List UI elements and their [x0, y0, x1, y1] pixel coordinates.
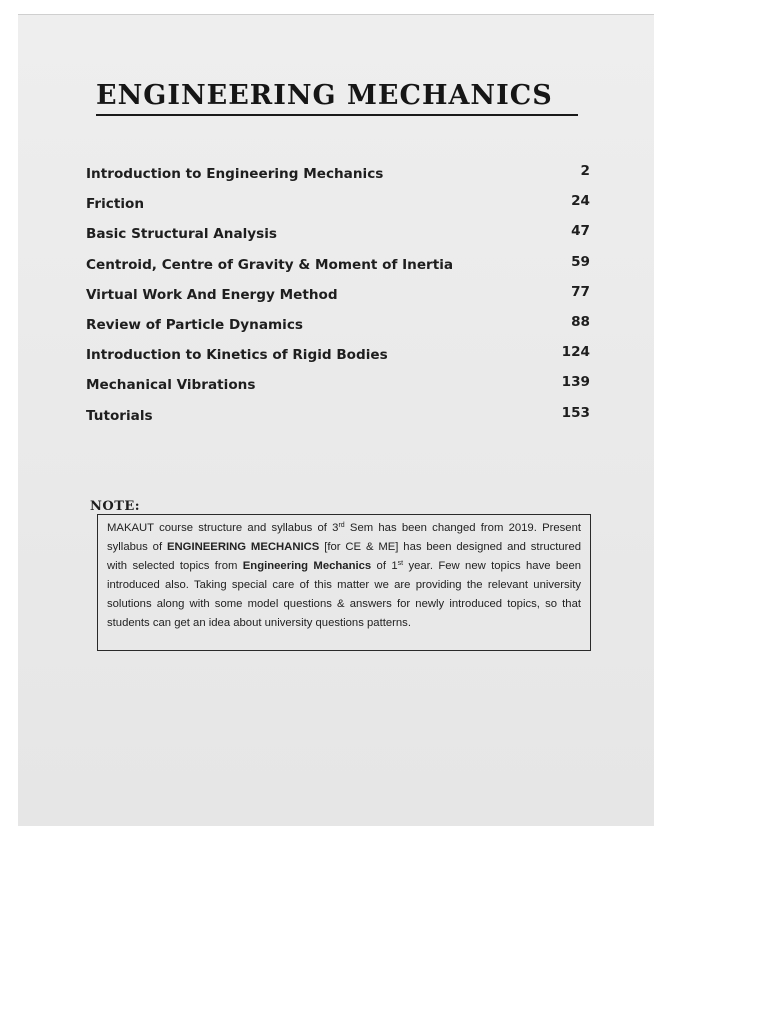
note-text-part: year. Few new topics have been introduced also. Taking special care of this matter we are providing the relevant university solutions along with some model questions & answers for newly introduced topics, so that students can get an idea about university questions patterns.	[107, 559, 582, 629]
toc-entry-page: 124	[561, 344, 590, 361]
page-edge	[18, 14, 654, 15]
top-margin	[0, 0, 768, 14]
note-text-part: [for CE & ME] has been designed and structured with selected topics from	[107, 540, 582, 572]
toc-entry-page: 77	[571, 283, 590, 300]
toc-row	[86, 192, 592, 222]
toc-entry-title: Tutorials	[86, 407, 153, 424]
note-text-part: Sem has been changed from 2019. Present syllabus of	[107, 522, 582, 553]
toc-entry-page: 24	[571, 193, 590, 210]
title-underline	[96, 114, 578, 116]
toc-entry-title: Introduction to Engineering Mechanics	[86, 166, 384, 182]
toc-entry-title: Mechanical Vibrations	[86, 377, 256, 394]
note-text-part: MAKAUT course structure and syllabus of 3	[107, 522, 339, 534]
note-bold-text: Engineering Mechanics	[242, 559, 372, 572]
toc-row	[86, 162, 592, 192]
toc-row	[86, 253, 592, 283]
note-bold-text: ENGINEERING MECHANICS	[166, 540, 320, 553]
toc-row	[86, 313, 592, 343]
toc-entry-title: Centroid, Centre of Gravity & Moment of Inertia	[86, 256, 454, 273]
toc-entry-page: 88	[571, 313, 590, 330]
toc-entry-title: Friction	[86, 196, 145, 213]
document-title: ENGINEERING MECHANICS	[96, 80, 553, 111]
toc-entry-title: Basic Structural Analysis	[86, 226, 277, 243]
table-of-contents	[86, 162, 592, 434]
toc-row	[86, 373, 592, 403]
note-superscript: rd	[338, 522, 345, 529]
toc-entry-title: Introduction to Kinetics of Rigid Bodies	[86, 347, 388, 364]
toc-row	[86, 404, 592, 434]
toc-row	[86, 343, 592, 373]
toc-row	[86, 283, 592, 313]
toc-entry-page: 59	[571, 253, 590, 270]
toc-entry-page: 2	[580, 163, 590, 179]
toc-entry-title: Virtual Work And Energy Method	[86, 286, 338, 303]
toc-row	[86, 222, 592, 252]
note-label: NOTE:	[90, 499, 141, 514]
note-superscript: st	[397, 559, 404, 567]
toc-entry-page: 139	[561, 374, 590, 391]
note-text-part: of 1	[371, 559, 398, 572]
toc-entry-page: 47	[571, 223, 590, 240]
note-box	[97, 514, 591, 651]
toc-entry-page: 153	[561, 404, 590, 421]
note-text	[107, 519, 581, 632]
toc-entry-title: Review of Particle Dynamics	[86, 316, 303, 333]
